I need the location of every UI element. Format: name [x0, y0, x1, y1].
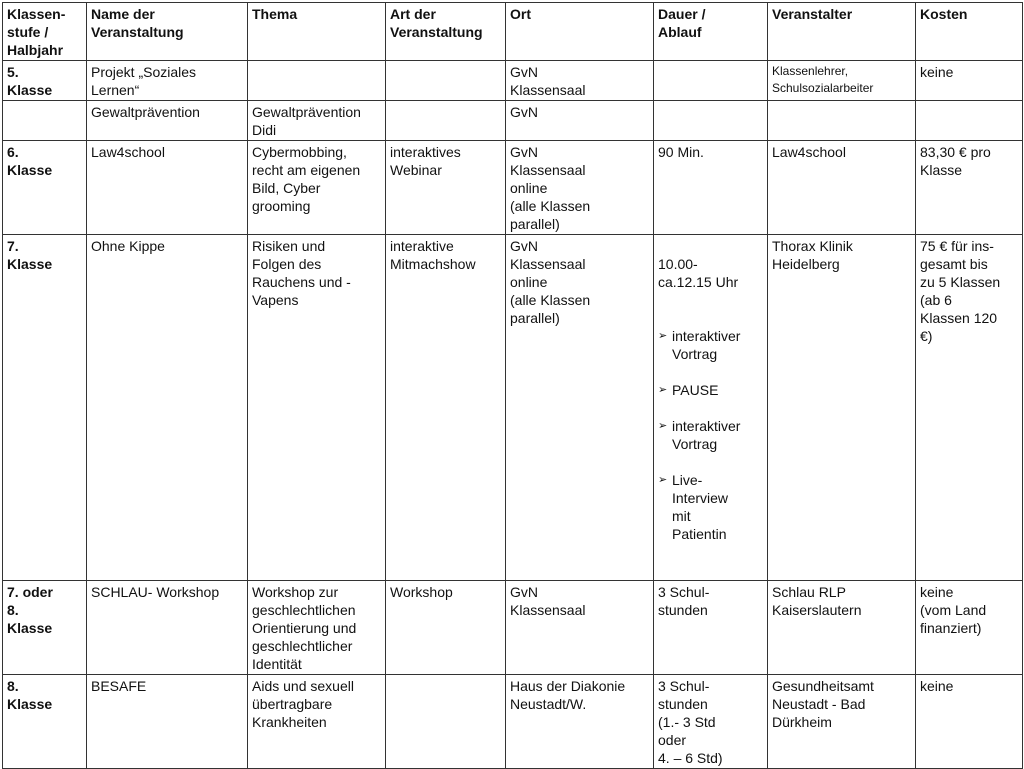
cell-type: [386, 101, 506, 141]
cell-type: [386, 675, 506, 769]
cell-topic: Workshop zur geschlechtlichen Orientierung und geschlechtlicher Identität: [248, 581, 386, 675]
cell-duration: [654, 101, 768, 141]
cell-name: SCHLAU- Workshop: [87, 581, 248, 675]
cell-duration: 90 Min.: [654, 141, 768, 235]
header-topic: Thema: [248, 3, 386, 61]
schedule-step: ➢ interaktiver Vortrag: [658, 417, 763, 453]
cell-type: interaktive Mitmachshow: [386, 235, 506, 581]
cell-organizer: Schlau RLP Kaiserslautern: [768, 581, 916, 675]
cell-cost: keine: [916, 61, 1023, 101]
table-row: [3, 61, 1023, 101]
cell-place: GvN Klassensaal: [506, 61, 654, 101]
cell-grade: 8. Klasse: [3, 675, 87, 769]
cell-name: Law4school: [87, 141, 248, 235]
cell-grade: 5. Klasse: [3, 61, 87, 101]
cell-organizer: [768, 101, 916, 141]
cell-duration: [654, 235, 768, 581]
cell-cost: 75 € für ins- gesamt bis zu 5 Klassen (ab 6 Klassen 120 €): [916, 235, 1023, 581]
cell-name: Gewaltprävention: [87, 101, 248, 141]
cell-type: [386, 61, 506, 101]
header-row: [3, 3, 1023, 61]
cell-cost: keine: [916, 675, 1023, 769]
schedule-list: [658, 309, 763, 561]
cell-duration: 3 Schul- stunden: [654, 581, 768, 675]
cell-grade: 7. oder 8. Klasse: [3, 581, 87, 675]
table-row: [3, 235, 1023, 581]
schedule-step: ➢ interaktiver Vortrag: [658, 327, 763, 363]
cell-organizer: Law4school: [768, 141, 916, 235]
cell-cost: 83,30 € pro Klasse: [916, 141, 1023, 235]
header-grade: Klassen- stufe / Halbjahr: [3, 3, 87, 61]
cell-topic: Gewaltprävention Didi: [248, 101, 386, 141]
table-row: [3, 101, 1023, 141]
duration-time: 10.00- ca.12.15 Uhr: [658, 256, 739, 290]
cell-organizer: Gesundheitsamt Neustadt - Bad Dürkheim: [768, 675, 916, 769]
header-name: Name der Veranstaltung: [87, 3, 248, 61]
header-organizer: Veranstalter: [768, 3, 916, 61]
cell-name: Ohne Kippe: [87, 235, 248, 581]
header-type: Art der Veranstaltung: [386, 3, 506, 61]
header-duration: Dauer / Ablauf: [654, 3, 768, 61]
cell-grade: [3, 101, 87, 141]
cell-type: interaktives Webinar: [386, 141, 506, 235]
schedule-step: ➢ PAUSE: [658, 381, 763, 399]
cell-duration: [654, 61, 768, 101]
cell-place: GvN Klassensaal online (alle Klassen parallel): [506, 141, 654, 235]
cell-name: BESAFE: [87, 675, 248, 769]
cell-grade: 6. Klasse: [3, 141, 87, 235]
cell-topic: Cybermobbing, recht am eigenen Bild, Cyber grooming: [248, 141, 386, 235]
schedule-step: ➢ Live- Interview mit Patientin: [658, 471, 763, 543]
cell-place: Haus der Diakonie Neustadt/W.: [506, 675, 654, 769]
cell-organizer: Klassenlehrer, Schulsozialarbeiter: [768, 61, 916, 101]
cell-place: GvN: [506, 101, 654, 141]
cell-topic: Aids und sexuell übertragbare Krankheiten: [248, 675, 386, 769]
table-row: [3, 581, 1023, 675]
cell-grade: 7. Klasse: [3, 235, 87, 581]
header-cost: Kosten: [916, 3, 1023, 61]
table-row: [3, 675, 1023, 769]
cell-type: Workshop: [386, 581, 506, 675]
cell-topic: Risiken und Folgen des Rauchens und - Vapens: [248, 235, 386, 581]
cell-topic: [248, 61, 386, 101]
cell-place: GvN Klassensaal: [506, 581, 654, 675]
cell-duration: 3 Schul- stunden (1.- 3 Std oder 4. – 6 Std): [654, 675, 768, 769]
cell-organizer: Thorax Klinik Heidelberg: [768, 235, 916, 581]
table-row: [3, 141, 1023, 235]
cell-cost: keine (vom Land finanziert): [916, 581, 1023, 675]
header-place: Ort: [506, 3, 654, 61]
cell-cost: [916, 101, 1023, 141]
cell-place: GvN Klassensaal online (alle Klassen parallel): [506, 235, 654, 581]
cell-name: Projekt „Soziales Lernen“: [87, 61, 248, 101]
events-table: [2, 2, 1023, 769]
